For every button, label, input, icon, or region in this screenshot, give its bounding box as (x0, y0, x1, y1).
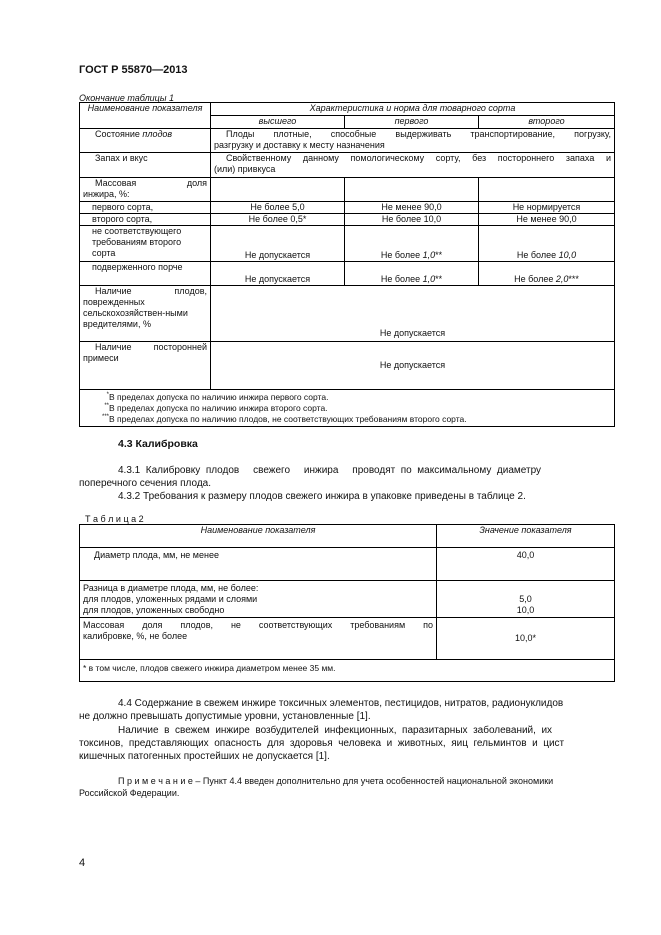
t2-head-value: Значение показателя (437, 525, 615, 548)
t1-footnote: **В пределах допуска по наличию инжира второго сорта. (104, 403, 328, 413)
t2-head-name: Наименование показателя (80, 525, 437, 548)
t1-footnote: *В пределах допуска по наличию инжира первого сорта. (106, 392, 329, 402)
note-label: П р и м е ч а н и е (118, 776, 193, 786)
t2-mass-value: 10,0* (437, 618, 615, 660)
page-number: 4 (79, 857, 86, 869)
t1-second-grade-label: второго сорта, (80, 214, 211, 226)
t2-mass-label: Массовая доля плодов, не соответствующих требованиям по калибровке, %, не более (80, 618, 437, 660)
t1-mass-label: Массовая доля инжира, %: (80, 178, 211, 202)
t1-footnote: ***В пределах допуска по наличию плодов, не соответствующих требованиям второго сорта. (101, 414, 467, 424)
paragraph-4-3-1-line2: поперечного сечения плода. (79, 478, 211, 489)
t1-footnotes (80, 390, 615, 427)
t1-pests-label: Наличие плодов, поврежденных сельскохозяйствен-ными вредителями, % (80, 286, 211, 342)
paragraph-4-4-line3: Наличие в свежем инжире возбудителей инфекционных, паразитарных заболеваний, их (118, 725, 553, 736)
note-line1: П р и м е ч а н и е – Пункт 4.4 введен дополнительно для учета особенностей национальной экономики (118, 776, 554, 786)
t1-cell: Не допускается (211, 226, 345, 262)
t1-first-grade-label: первого сорта, (80, 202, 211, 214)
t1-cell: Не более 1,0** (345, 226, 479, 262)
paragraph-4-4-line2: не должно превышать допустимые уровни, установленные [1]. (79, 711, 371, 722)
t1-smell-value: Свойственному данному помологическому сорту, без постороннего запаха и (или) привкуса (211, 153, 615, 178)
section-title: 4.3 Калибровка (118, 438, 198, 450)
t1-cell: Не более 1,0** (345, 262, 479, 286)
t1-cell: Не более 2,0*** (479, 262, 615, 286)
note-line2: Российской Федерации. (79, 788, 180, 798)
t1-pests-value: Не допускается (211, 286, 615, 342)
paragraph-4-4-line4: токсинов, представляющих опасность для здоровья человека и животных, яиц гельминтов и цист (79, 738, 565, 749)
t1-impurity-label: Наличие посторонней примеси (80, 342, 211, 390)
t1-condition-value: Плоды плотные, способные выдерживать транспортирование, погрузку, разгрузку и доставку к месту назначения (211, 129, 615, 153)
t1-cell: Не допускается (211, 262, 345, 286)
table1-caption: Окончание таблицы 1 (79, 93, 174, 103)
t2-footnote: * в том числе, плодов свежего инжира диаметром менее 35 мм. (80, 660, 615, 682)
t1-head-char: Характеристика и норма для товарного сорта (211, 103, 615, 116)
t1-cell: Не более 5,0 (211, 202, 345, 214)
t1-spoiled-label: подверженного порче (80, 262, 211, 286)
t1-cell: Не более 10,0 (345, 214, 479, 226)
table2 (79, 524, 615, 682)
document-header: ГОСТ Р 55870—2013 (79, 64, 188, 76)
paragraph-4-3-2: 4.3.2 Требования к размеру плодов свежего инжира в упаковке приведены в таблице 2. (118, 491, 526, 502)
t2-diff-label: Разница в диаметре плода, мм, не более: для плодов, уложенных рядами и слоями для плодов, уложенных свободно (80, 581, 437, 618)
t1-grade-first: первого (345, 116, 479, 129)
t2-diameter-label: Диаметр плода, мм, не менее (80, 548, 437, 581)
t1-cell: Не более 0,5* (211, 214, 345, 226)
t2-diameter-value: 40,0 (437, 548, 615, 581)
table1 (79, 102, 615, 427)
t1-impurity-value: Не допускается (211, 342, 615, 390)
t1-cell: Не более 10,0 (479, 226, 615, 262)
paragraph-4-3-1-line1: 4.3.1 Калибровку плодов свежего инжира проводят по максимальному диаметру (118, 465, 542, 476)
t1-condition-label: Состояние плодов (80, 129, 211, 153)
t1-grade-second: второго (479, 116, 615, 129)
t1-cell: Не менее 90,0 (345, 202, 479, 214)
paragraph-4-4-line5: кишечных патогенных простейших не допускается [1]. (79, 751, 330, 762)
t1-grade-top: высшего (211, 116, 345, 129)
paragraph-4-4-line1: 4.4 Содержание в свежем инжире токсичных элементов, пестицидов, нитратов, радионуклидов (118, 698, 564, 709)
t1-nonconforming-label: не соответствующего требованиям второго сорта (80, 226, 211, 262)
t1-head-name: Наименование показателя (80, 103, 211, 129)
t2-diff-values: 5,0 10,0 (437, 581, 615, 618)
t1-cell: Не нормируется (479, 202, 615, 214)
t1-smell-label: Запах и вкус (80, 153, 211, 178)
t1-cell: Не менее 90,0 (479, 214, 615, 226)
table2-caption: Т а б л и ц а 2 (85, 514, 144, 524)
